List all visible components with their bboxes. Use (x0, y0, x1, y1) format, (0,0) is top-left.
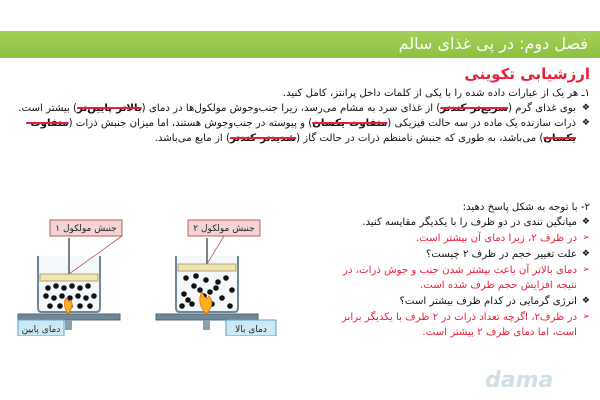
q2-question: ❖ انرژی گرمایی در کدام ظرف بیشتر است؟ (399, 296, 590, 307)
main-content (10, 64, 590, 146)
diamond-bullet-icon: ❖ (581, 118, 590, 128)
q1-item1-text: بوی غذای گرم (سریع‌تر-کندتر) از غذای سرد به مشام می‌رسد، زیرا جنب‌وجوش مولکول‌ها در دمای (بالاتر-پایین‌تر) بیشتر است. (18, 103, 576, 114)
arrow-bullet-icon: ➢ (582, 233, 590, 243)
label-molecule-1: جنبش مولکول ۱ (55, 224, 117, 234)
question2 (335, 200, 590, 341)
molecule-motion-figure (10, 216, 335, 336)
q1-item2-options: متفاوت-یکسان (312, 118, 388, 129)
arrow-bullet-icon: ➢ (582, 265, 590, 275)
beaker-2 (156, 236, 276, 336)
temp-high-label: دمای بالا (235, 325, 267, 335)
diamond-bullet-icon: ❖ (581, 217, 590, 227)
diamond-bullet-icon: ❖ (581, 103, 590, 113)
diamond-bullet-icon: ❖ (581, 296, 590, 306)
temp-low-label: دمای پایین (21, 325, 61, 335)
q1-item1-options2: بالاتر-پایین‌تر (77, 103, 142, 114)
q1-item2 (10, 116, 590, 146)
q1-item1 (10, 101, 590, 116)
watermark-logo: dama (485, 368, 554, 393)
label-molecule-2: جنبش مولکول ۲ (193, 224, 255, 234)
arrow-bullet-icon: ➢ (582, 312, 590, 322)
chapter-header (0, 31, 600, 58)
question2-intro: ۲- با توجه به شکل پاسخ دهید: (462, 202, 590, 213)
diamond-bullet-icon: ❖ (581, 249, 590, 259)
q1-item2-options2: متفاوت-یکسان (26, 118, 576, 144)
chapter-title: فصل دوم: در پی غذای سالم (398, 34, 588, 53)
beaker-1 (18, 236, 122, 336)
q1-item2-text: ذرات سازنده یک ماده در سه حالت فیزیکی (متفاوت-یکسان) و پیوسته در جنب‌وجوش هستند، اما میزان جنبش ذرات (متفاوت-یکسان) می‌باشد، به طوری که جنبش نامنظم ذرات در حالت گاز (شدیدتر-کندتر) از مایع می‌باشد. (26, 118, 576, 144)
q1-item2-options3: شدیدتر-کندتر (229, 133, 297, 144)
q2-answer: ➢ دمای بالاتر آن باعث بیشتر شدن جنب و جوش ذرات، در نتیجه افزایش حجم ظرف شده است. (343, 265, 590, 291)
question1-intro: ۱ـ هر یک از عبارات داده شده را با یکی از کلمات داخل پرانتز، کامل کنید. (282, 88, 590, 99)
q2-question: ❖ علت تغییر حجم در ظرف ۲ چیست؟ (425, 249, 590, 260)
q2-answer: ➢ در ظرف ۲، زیرا دمای آن بیشتر است. (415, 233, 590, 244)
q2-question: ❖ میانگین تندی در دو ظرف را با یکدیگر مقایسه کنید. (362, 217, 590, 228)
q2-answer: ➢ در ظرف۲، اگرچه تعداد ذرات در ۲ ظرف با یکدیگر برابر است، اما دمای ظرف ۲ بیشتر است. (341, 312, 590, 338)
q1-item1-options: سریع‌تر-کندتر (440, 103, 508, 114)
section-heading: ارزشیابی تکوینی (464, 65, 590, 83)
